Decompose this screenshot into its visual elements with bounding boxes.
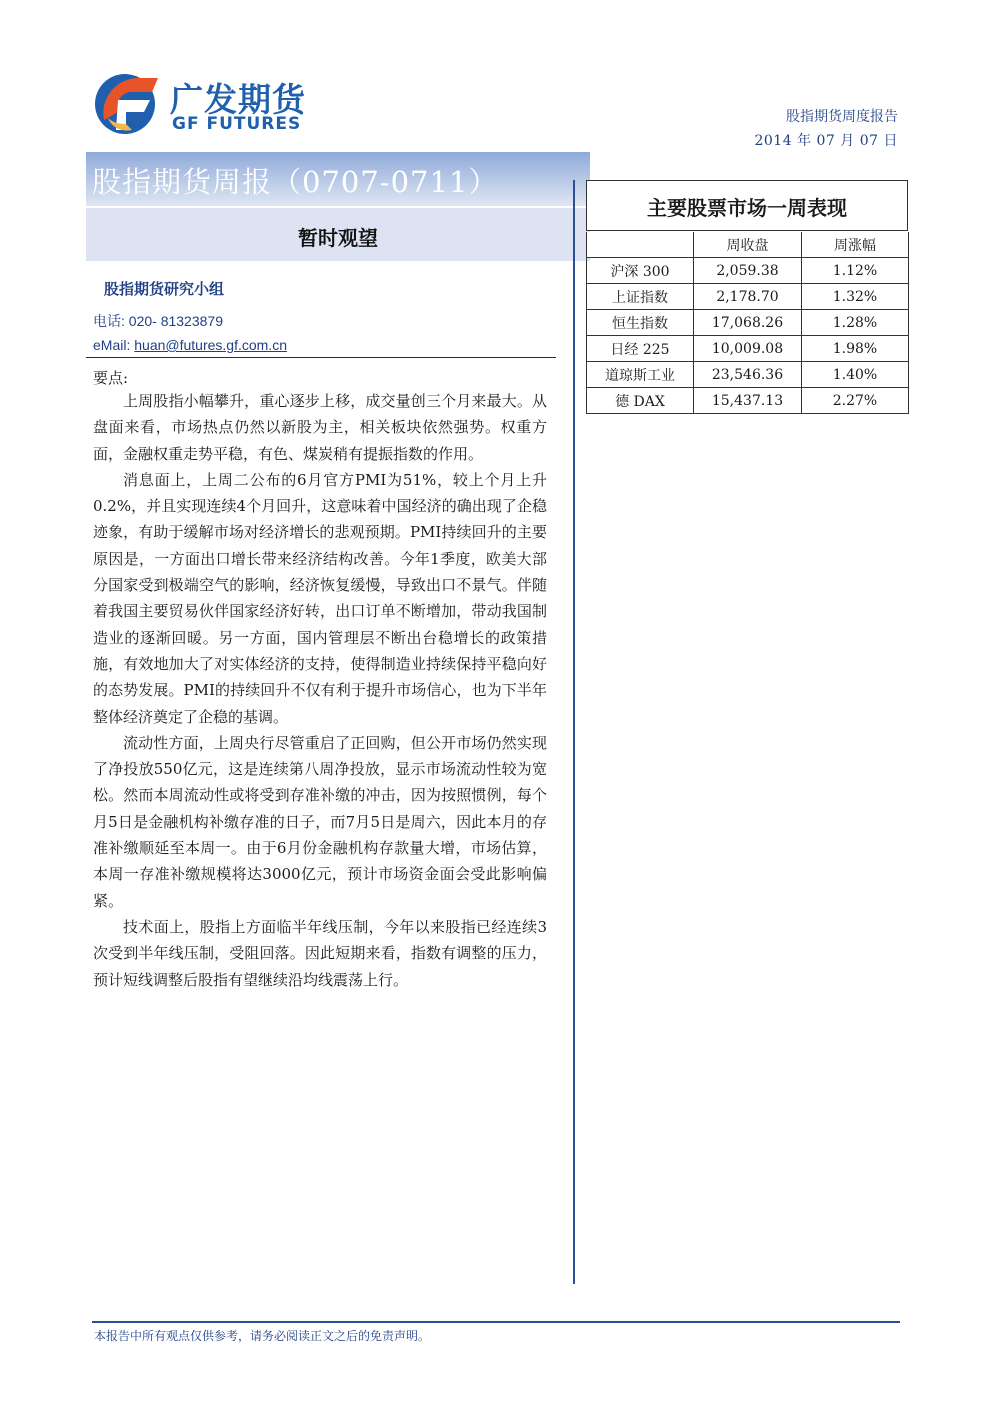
column-divider (573, 180, 575, 1284)
weekly-close: 2,178.70 (694, 284, 802, 310)
weekly-close: 2,059.38 (694, 258, 802, 284)
weekly-close: 23,546.36 (694, 362, 802, 388)
weekly-close: 10,009.08 (694, 336, 802, 362)
index-name: 上证指数 (587, 284, 694, 310)
table-row (587, 310, 909, 336)
phone-number: 电话: 020- 81323879 (93, 313, 223, 329)
page-title: 股指期货周报（0707-0711） (92, 165, 499, 199)
table-row (587, 336, 909, 362)
email-line (93, 337, 287, 353)
gf-logo-icon (92, 70, 162, 136)
table-header-row (587, 232, 909, 258)
logo-text-en: GF FUTURES (172, 114, 302, 134)
table-row (587, 258, 909, 284)
weekly-close: 17,068.26 (694, 310, 802, 336)
page-subtitle: 暂时观望 (298, 226, 378, 250)
report-date: 2014 年 07 月 07 日 (754, 133, 898, 149)
paragraph: 流动性方面，上周央行尽管重启了正回购，但公开市场仍然实现了净投放550亿元，这是连续第八周净投放，显示市场流动性较为宽松。然而本周流动性或将受到存准补缴的冲击，因为按照惯例，每个月5日是金融机构补缴存准的日子，而7月5日是周六，因此本月的存准补缴顺延至本周一。由于6月份金融机构存款量大增，市场估算，本周一存准补缴规模将达3000亿元，预计市场资金面会受此影响偏紧。 (93, 733, 547, 910)
table-row (587, 362, 909, 388)
market-table (586, 232, 909, 414)
paragraph: 技术面上，股指上方面临半年线压制，今年以来股指已经连续3次受到半年线压制，受阻回落。因此短期来看，指数有调整的压力，预计短线调整后股指有望继续沿均线震荡上行。 (93, 917, 547, 989)
divider (86, 357, 556, 358)
column-header: 周涨幅 (802, 232, 909, 258)
table-row (587, 388, 909, 414)
paragraph: 上周股指小幅攀升，重心逐步上移，成交量创三个月来最大。从盘面来看，市场热点仍然以新股为主，相关板块依然强势。权重方面，金融权重走势平稳，有色、煤炭稍有提振指数的作用。 (93, 392, 547, 463)
weekly-change: 1.28% (802, 310, 909, 336)
weekly-change: 1.98% (802, 336, 909, 362)
email-label: eMail: (93, 337, 131, 353)
index-name: 日经 225 (587, 336, 694, 362)
email-link[interactable]: huan@futures.gf.com.cn (134, 337, 287, 353)
footer-divider (92, 1321, 900, 1323)
weekly-close: 15,437.13 (694, 388, 802, 414)
research-team: 股指期货研究小组 (104, 280, 225, 298)
table-title: 主要股票市场一周表现 (647, 196, 847, 220)
report-type: 股指期货周度报告 (786, 109, 898, 125)
logo-text-cn: 广发期货 (170, 80, 306, 119)
column-header (587, 232, 694, 258)
table-row (587, 284, 909, 310)
column-header: 周收盘 (694, 232, 802, 258)
company-logo (92, 70, 352, 140)
index-name: 德 DAX (587, 388, 694, 414)
weekly-change: 1.12% (802, 258, 909, 284)
weekly-change: 1.40% (802, 362, 909, 388)
weekly-change: 2.27% (802, 388, 909, 414)
weekly-change: 1.32% (802, 284, 909, 310)
paragraph: 消息面上，上周二公布的6月官方PMI为51%，较上个月上升0.2%，并且实现连续4个月回升，这意味着中国经济的确出现了企稳迹象，有助于缓解市场对经济增长的悲观预期。PMI持续回升的主要原因是，一方面出口增长带来经济结构改善。今年1季度，欧美大部分国家受到极端空气的影响，经济恢复缓慢，导致出口不景气。伴随着我国主要贸易伙伴国家经济好转，出口订单不断增加，带动我国制造业的逐渐回暖。另一方面，国内管理层不断出台稳增长的政策措施，有效地加大了对实体经济的支持，使得制造业持续保持平稳向好的态势发展。PMI的持续回升不仅有利于提升市场信心，也为下半年整体经济奠定了企稳的基调。 (93, 470, 547, 726)
index-name: 恒生指数 (587, 310, 694, 336)
disclaimer: 本报告中所有观点仅供参考，请务必阅读正文之后的免责声明。 (94, 1329, 431, 1343)
key-points-heading: 要点: (93, 369, 129, 387)
index-name: 沪深 300 (587, 258, 694, 284)
body-text (93, 388, 547, 993)
index-name: 道琼斯工业 (587, 362, 694, 388)
